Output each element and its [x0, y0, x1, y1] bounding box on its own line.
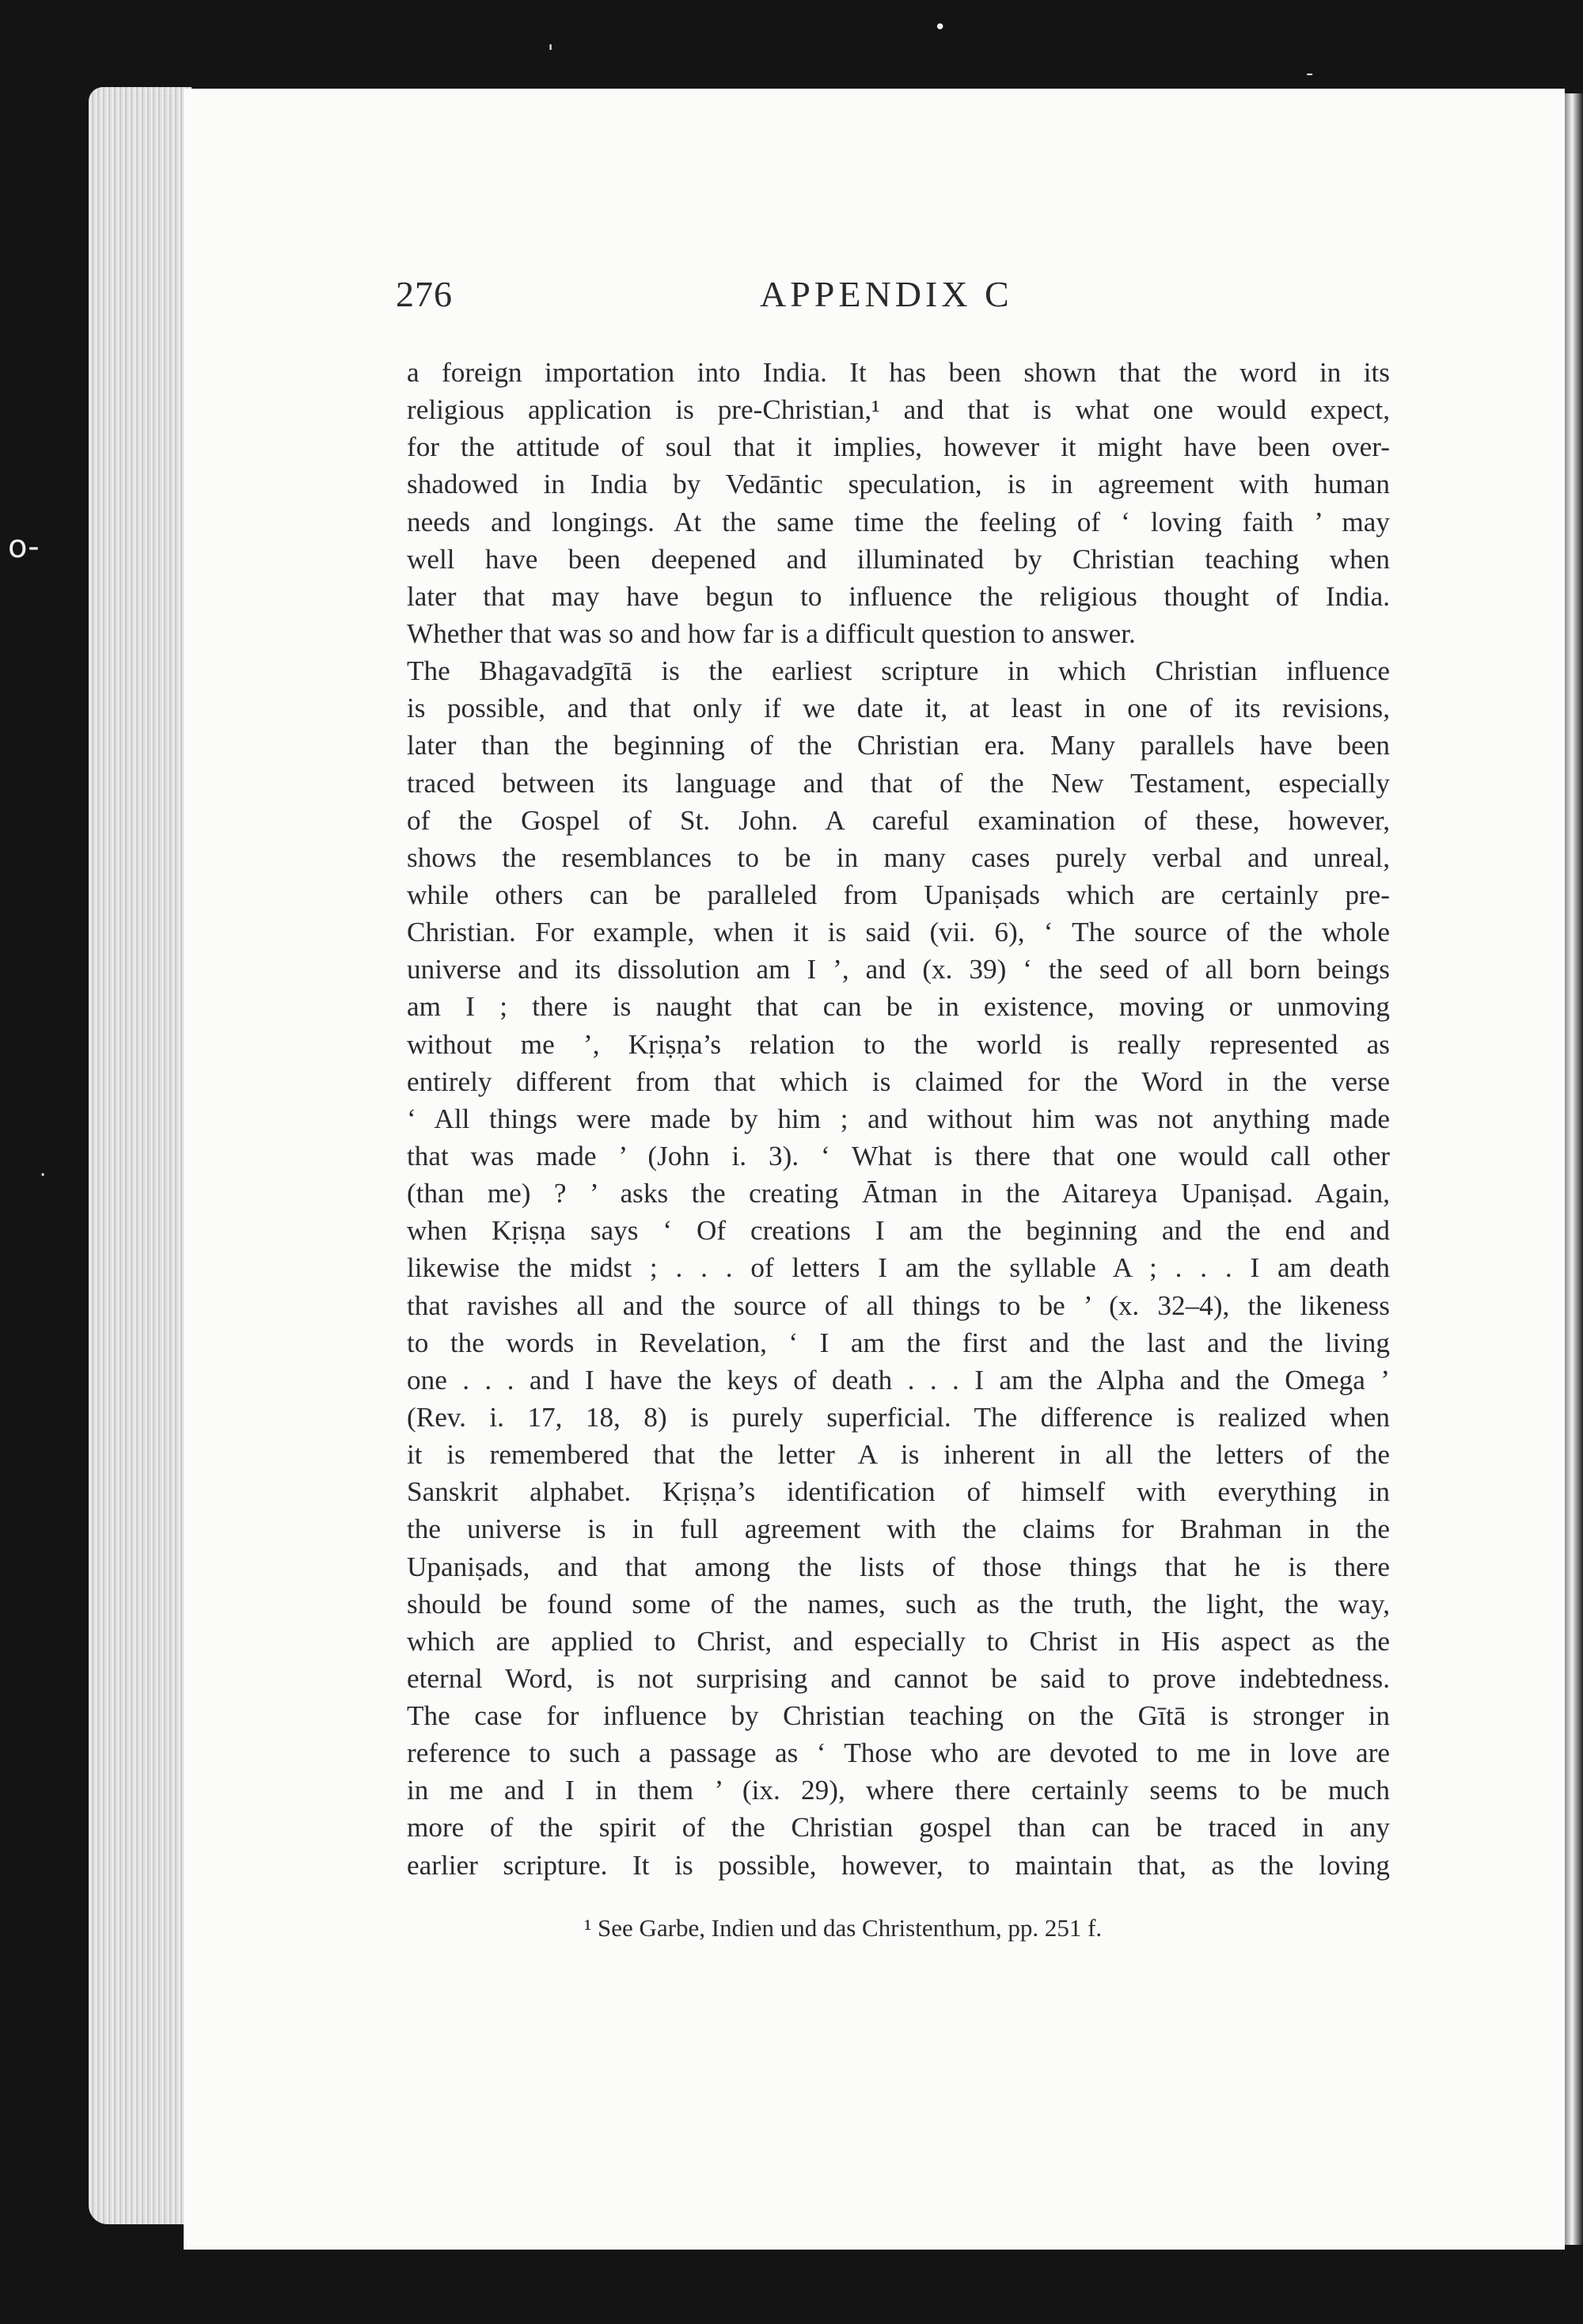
text-line: (Rev. i. 17, 18, 8) is purely superficial. The difference is realized when	[407, 1401, 1390, 1433]
text-line: am I ; there is naught that can be in existence, moving or unmoving	[407, 991, 1390, 1023]
text-line: that was made ’ (John i. 3). ‘ What is there that one would call other	[407, 1140, 1390, 1171]
text-line: later that may have begun to influence the religious thought of India.	[407, 580, 1390, 612]
text-line: the universe is in full agreement with the claims for Brahman in the	[407, 1513, 1390, 1545]
running-head: APPENDIX C	[760, 274, 1013, 314]
text-line: later than the beginning of the Christian era. Many parallels have been	[407, 730, 1390, 761]
page-number: 276	[396, 274, 453, 314]
scan-mark: ·	[40, 1164, 47, 1187]
text-line: is possible, and that only if we date it, at least in one of its revisions,	[407, 693, 1390, 724]
text-line: should be found some of the names, such as the truth, the light, the way,	[407, 1588, 1390, 1620]
text-line: Sanskrit alphabet. Kṛiṣṇa’s identification of himself with everything in	[407, 1476, 1390, 1508]
scan-mark: •	[934, 16, 947, 40]
text-line: Whether that was so and how far is a difficult question to answer.	[407, 617, 1136, 649]
text-line: it is remembered that the letter A is inherent in all the letters of the	[407, 1439, 1390, 1471]
page-header	[396, 273, 1385, 328]
text-line: of the Gospel of St. John. A careful examination of these, however,	[407, 804, 1390, 836]
text-line: well have been deepened and illuminated by Christian teaching when	[407, 543, 1390, 575]
text-line: Upaniṣads, and that among the lists of those things that he is there	[407, 1551, 1390, 1582]
text-line: The Bhagavadgītā is the earliest scripture in which Christian influence	[407, 655, 1390, 687]
text-line: religious application is pre-Christian,¹ and that is what one would expect,	[407, 394, 1390, 426]
text-line: which are applied to Christ, and especially to Christ in His aspect as the	[407, 1625, 1390, 1657]
text-line: needs and longings. At the same time the feeling of ‘ loving faith ’ may	[407, 506, 1390, 537]
book-right-edge	[1565, 93, 1583, 2245]
text-line: while others can be paralleled from Upaniṣads which are certainly pre-	[407, 879, 1390, 910]
text-line: that ravishes all and the source of all things to be ’ (x. 32–4), the likeness	[407, 1289, 1390, 1321]
text-line: ‘ All things were made by him ; and without him was not anything made	[407, 1103, 1390, 1134]
text-line: more of the spirit of the Christian gospel than can be traced in any	[407, 1812, 1390, 1844]
text-line: in me and I in them ’ (ix. 29), where there certainly seems to be much	[407, 1775, 1390, 1806]
book-page-edges	[89, 87, 192, 2224]
text-line: reference to such a passage as ‘ Those who are devoted to me in love are	[407, 1737, 1390, 1769]
text-line: eternal Word, is not surprising and cannot be said to prove indebtedness.	[407, 1662, 1390, 1694]
scan-mark: -	[1306, 62, 1314, 85]
text-line: traced between its language and that of the New Testament, especially	[407, 767, 1390, 799]
text-line: likewise the midst ; . . . of letters I am the syllable A ; . . . I am death	[407, 1252, 1390, 1284]
text-line: universe and its dissolution am I ’, and (x. 39) ‘ the seed of all born beings	[407, 954, 1390, 985]
body-text	[407, 354, 1390, 1884]
text-line: to the words in Revelation, ‘ I am the first and the last and the living	[407, 1327, 1390, 1358]
text-line: shows the resemblances to be in many cases purely verbal and unreal,	[407, 841, 1390, 873]
text-line: a foreign importation into India. It has been shown that the word in its	[407, 357, 1390, 388]
scan-mark: o-	[8, 529, 40, 565]
text-line: earlier scripture. It is possible, however, to maintain that, as the loving	[407, 1849, 1390, 1881]
text-line: when Kṛiṣṇa says ‘ Of creations I am the beginning and the end and	[407, 1215, 1390, 1247]
text-line: Christian. For example, when it is said (vii. 6), ‘ The source of the whole	[407, 917, 1390, 948]
text-line: shadowed in India by Vedāntic speculation, is in agreement with human	[407, 469, 1390, 500]
text-line: one . . . and I have the keys of death . . . I am the Alpha and the Omega ’	[407, 1364, 1390, 1396]
text-line: entirely different from that which is claimed for the Word in the verse	[407, 1065, 1390, 1097]
text-line: for the attitude of soul that it implies, however it might have been over-	[407, 431, 1390, 463]
text-line: without me ’, Kṛiṣṇa’s relation to the world is really represented as	[407, 1028, 1390, 1060]
footnote: ¹ See Garbe, Indien und das Christenthum, pp. 251 f.	[584, 1914, 1103, 1942]
text-line: The case for influence by Christian teaching on the Gītā is stronger in	[407, 1700, 1390, 1732]
scan-mark: '	[548, 41, 554, 65]
text-line: (than me) ? ’ asks the creating Ātman in the Aitareya Upaniṣad. Again,	[407, 1178, 1390, 1209]
